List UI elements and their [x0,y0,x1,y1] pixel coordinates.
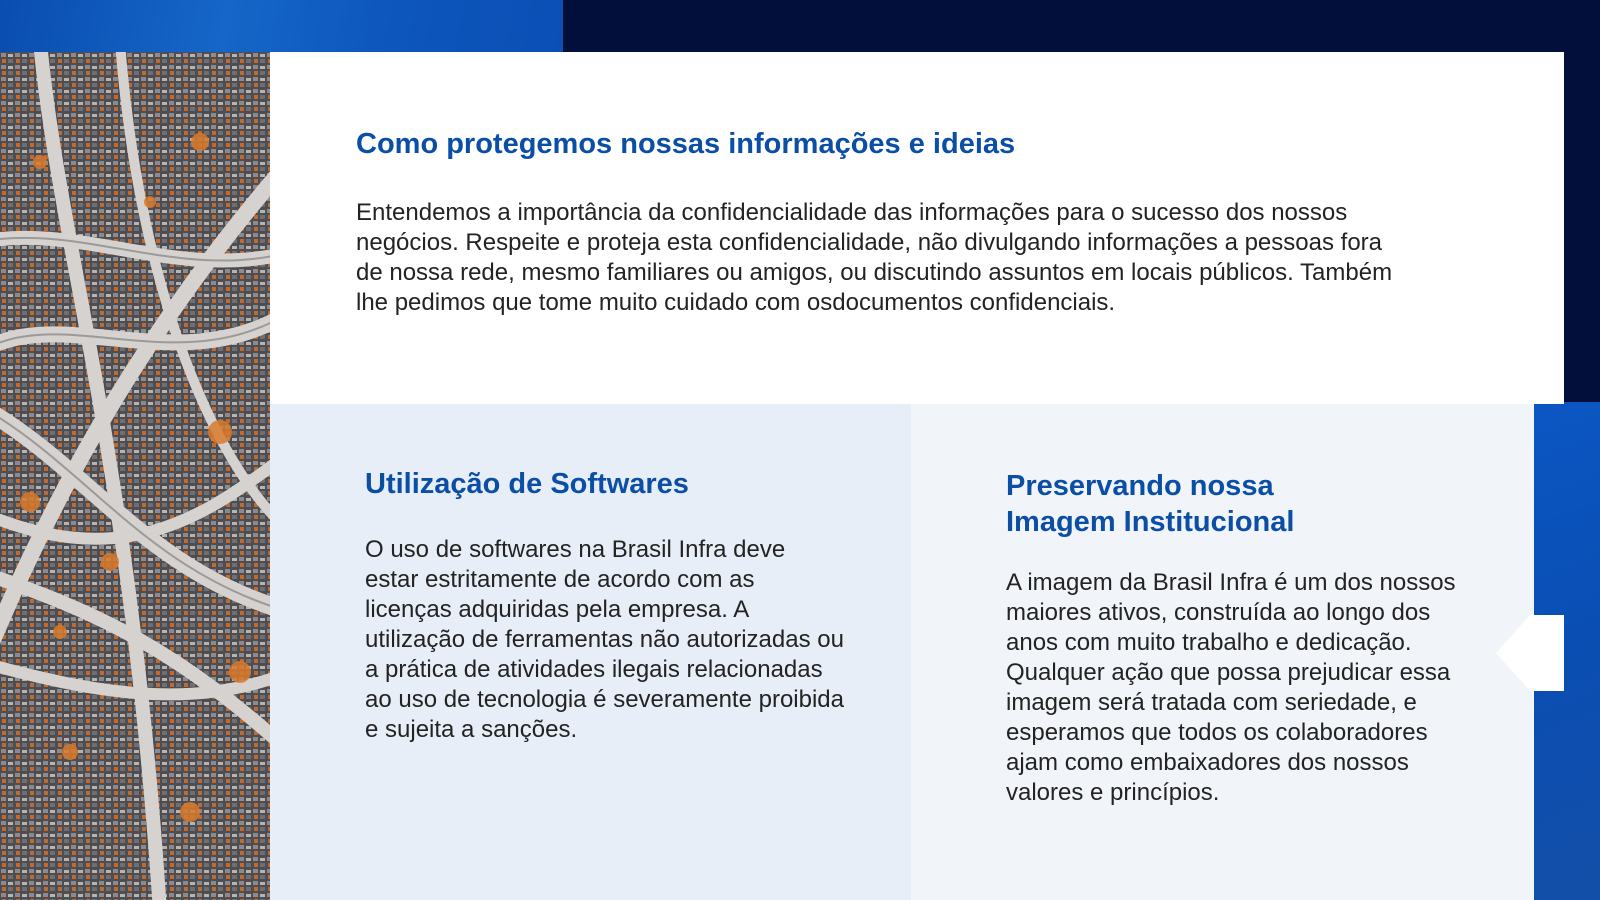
highway-interchange-illustration [0,52,270,900]
section-title-image: Preservando nossa Imagem Institucional [1006,470,1295,538]
section-title-information: Como protegemos nossas informações e ideias [356,128,1016,160]
section-body-image: A imagem da Brasil Infra é um dos nossos maiores ativos, construída ao longo dos anos com muito trabalho e dedicação. Qualquer ação que possa prejudicar essa imagem será tratada com seriedade, e esperamos que todos os colaboradores ajam como embaixadores dos nossos valores e princípios. [1006,569,1456,806]
section-body-software: O uso de softwares na Brasil Infra deve estar estritamente de acordo com as licenças adquiridas pela empresa. A utilização de ferramentas não autorizadas ou a prática de atividades ilegais relacionadas ao uso de tecnologia é severamente proibida e sujeita a sanções. [365,536,844,743]
top-left-blue-band [0,0,563,52]
section-body-information: Entendemos a importância da confidencialidade das informações para o sucesso dos nossos negócios. Respeite e proteja esta confidencialidade, não divulgando informações a pessoas fora de nossa rede, mesmo familiares ou amigos, ou discutindo assuntos em locais públicos. Também lhe pedimos que tome muito cuidado com osdocumentos confidenciais. [356,199,1393,316]
section-title-software: Utilização de Softwares [365,468,689,500]
card-edge-strip [1530,615,1564,691]
side-arrow-notch [1496,615,1530,691]
aerial-highway-photo [0,52,270,900]
